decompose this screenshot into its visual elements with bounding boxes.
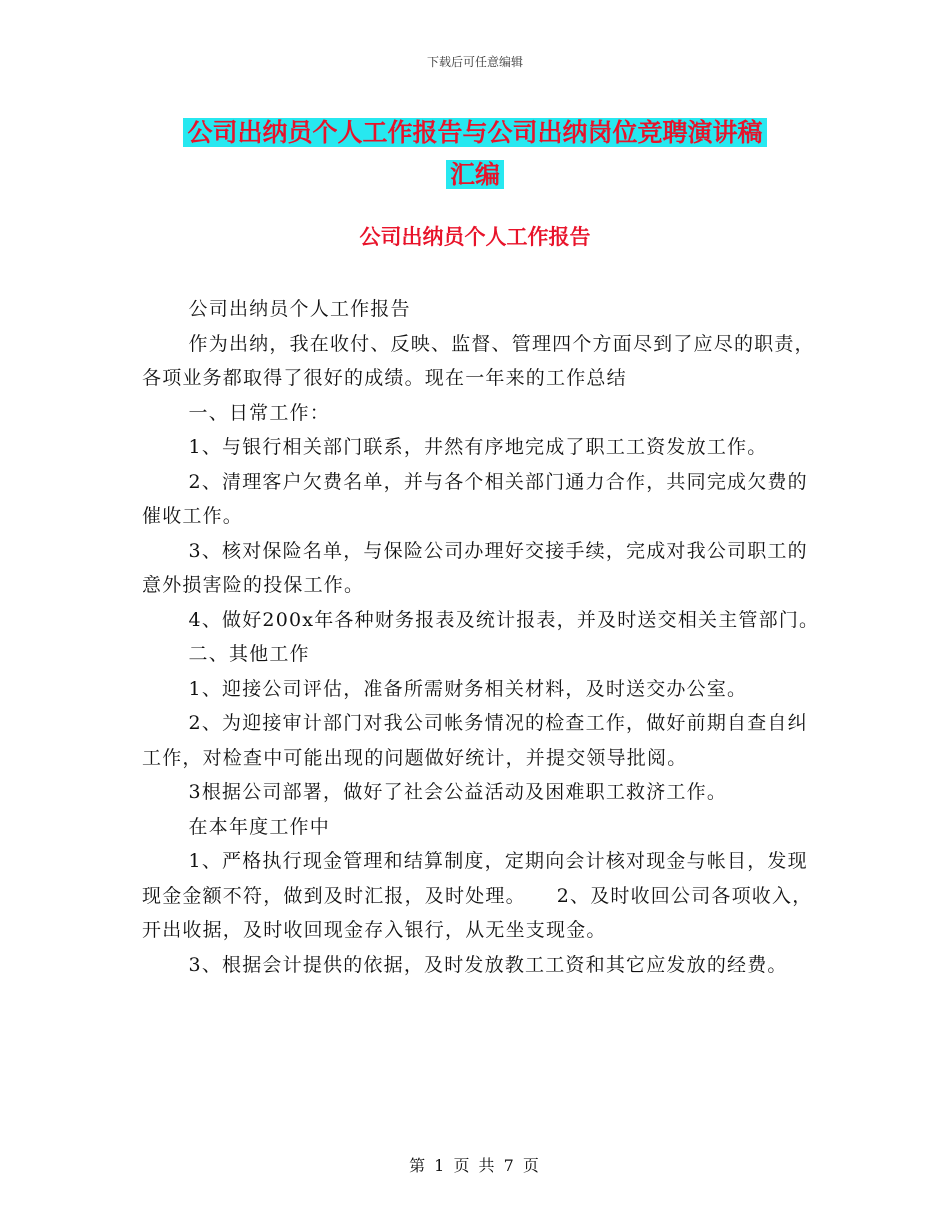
- header-note: 下载后可任意编辑: [426, 55, 523, 69]
- paragraph: 3、核对保险名单，与保险公司办理好交接手续，完成对我公司职工的意外损害险的投保工作。: [142, 539, 808, 596]
- paragraph: 二、其他工作: [188, 643, 310, 665]
- document-title: [0, 112, 950, 196]
- paragraph: 作为出纳，我在收付、反映、监督、管理四个方面尽到了应尽的职责，各项业务都取得了很好的成绩。现在一年来的工作总结: [142, 332, 815, 389]
- document-body: [142, 292, 822, 982]
- title-line-2: 汇编: [446, 160, 504, 189]
- paragraph: 在本年度工作中: [188, 815, 330, 838]
- paragraph: 2、为迎接审计部门对我公司帐务情况的检查工作，做好前期自查自纠工作，对检查中可能出现的问题做好统计，并提交领导批阅。: [142, 712, 808, 769]
- paragraph: 一、日常工作：: [188, 401, 330, 424]
- paragraph: 3根据公司部署，做好了社会公益活动及困难职工救济工作。: [188, 781, 728, 803]
- section-title: 公司出纳员个人工作报告: [359, 225, 591, 249]
- paragraph: 公司出纳员个人工作报告: [188, 298, 411, 320]
- paragraph: 3、根据会计提供的依据，及时发放教工工资和其它应发放的经费。: [188, 953, 788, 976]
- paragraph: 1、与银行相关部门联系，井然有序地完成了职工工资发放工作。: [188, 436, 768, 458]
- paragraph: 1、严格执行现金管理和结算制度，定期向会计核对现金与帐目，发现现金金额不符，做到及时汇报，及时处理。 2、及时收回公司各项收入，开出收据，及时收回现金存入银行，从无坐支现金。: [142, 850, 813, 941]
- page-footer: 第 1 页 共 7 页: [409, 1156, 541, 1175]
- paragraph: 4、做好200x年各种财务报表及统计报表，并及时送交相关主管部门。: [188, 608, 820, 631]
- title-line-1: 公司出纳员个人工作报告与公司出纳岗位竞聘演讲稿: [183, 118, 766, 147]
- paragraph: 2、清理客户欠费名单，并与各个相关部门通力合作，共同完成欠费的催收工作。: [142, 470, 808, 527]
- paragraph: 1、迎接公司评估，准备所需财务相关材料，及时送交办公室。: [188, 677, 748, 700]
